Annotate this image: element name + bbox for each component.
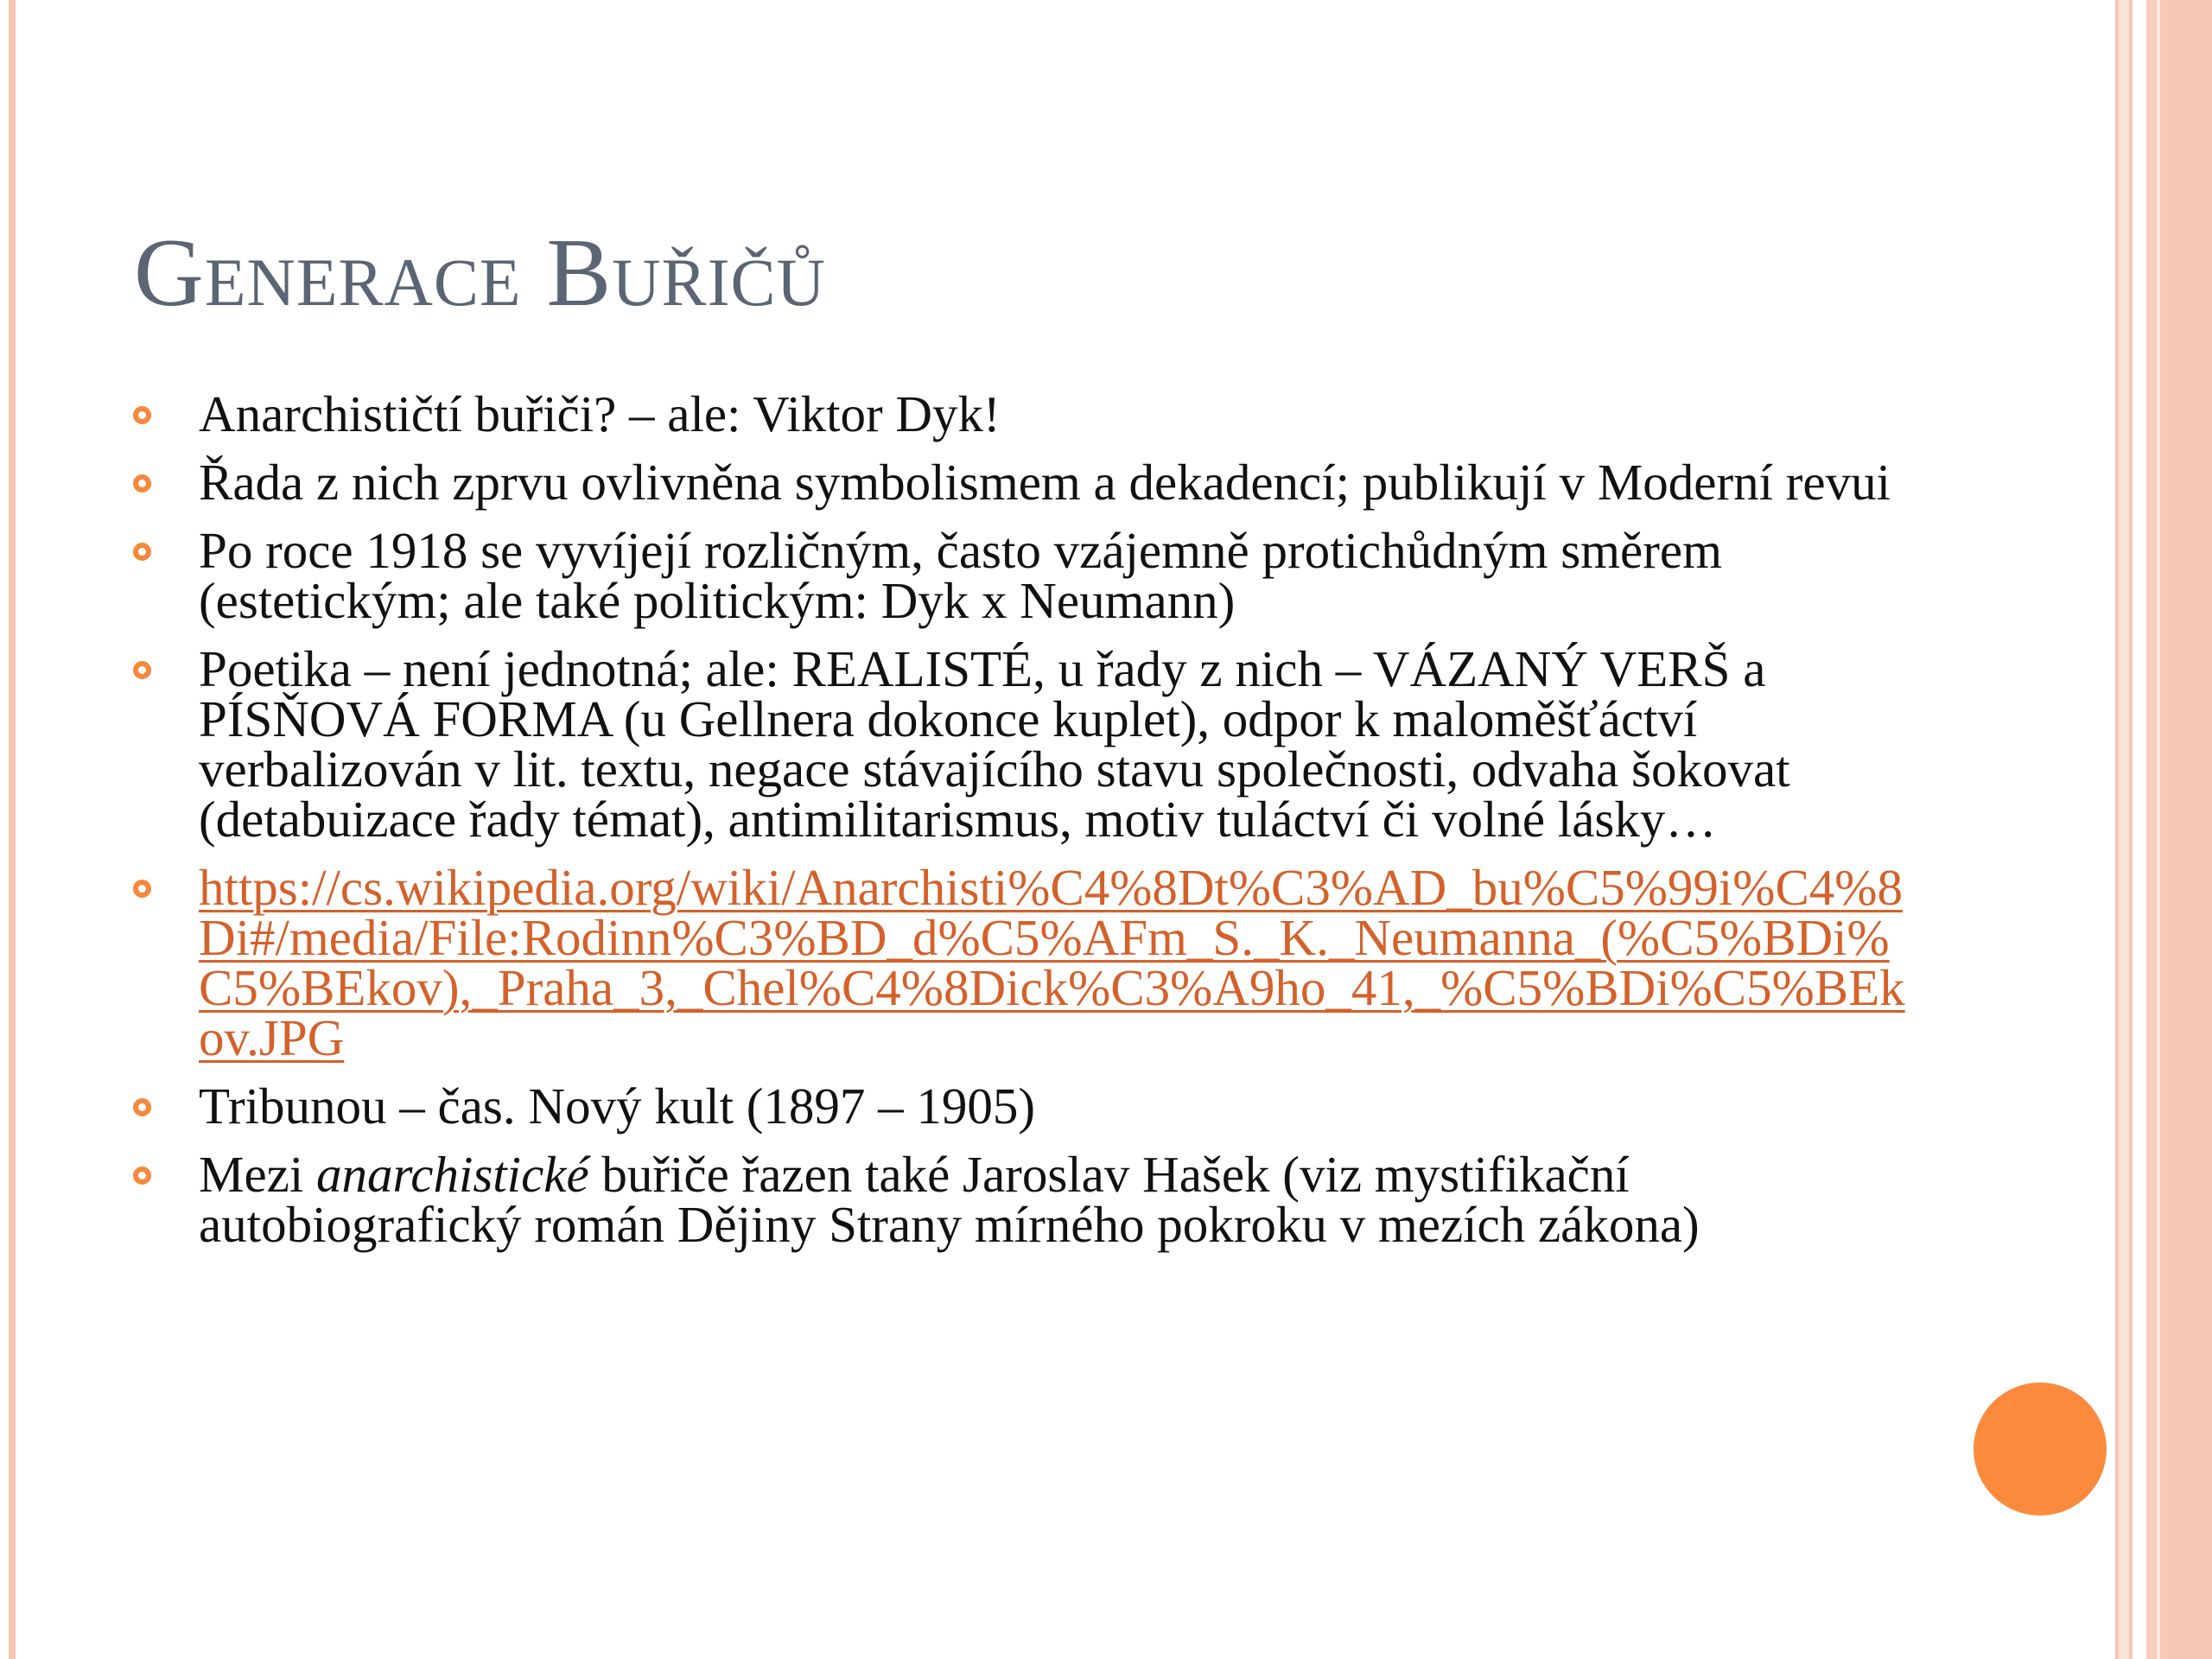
wikipedia-link[interactable]: https://cs.wikipedia.org/wiki/Anarchisti%C4%8Dt%C3%AD_bu%C5%99i%C4%8Di#/media/File:Rodinn%C3%BD_d%C5%AFm_S._K._Neumanna_(%C5%BDi%C5%BEkov),_Praha_3,_Chel%C4%8Dick%C3%A9ho_41,_%C5%BDi%C5%BEkov.JPG	[199, 859, 1905, 1066]
bullet-item-link	[130, 859, 1910, 1066]
bullet-item	[130, 640, 1910, 848]
ring-bullet-icon	[133, 880, 151, 898]
right-border-stripe	[2133, 0, 2146, 1659]
right-border-stripe	[2146, 0, 2157, 1659]
bullet-text: Řada z nich zprvu ovlivněna symbolismem a dekadencí; publikují v Moderní revui	[199, 454, 1891, 511]
ring-bullet-icon	[133, 1166, 151, 1185]
bullet-text-before: Mezi	[199, 1146, 316, 1203]
bullet-item	[130, 1146, 1910, 1253]
slide-title: Generace Buřičů	[134, 219, 826, 327]
bullet-item	[130, 385, 1910, 442]
ring-bullet-icon	[133, 406, 151, 424]
right-border-stripe	[2160, 0, 2212, 1659]
bullet-text-after: buřiče řazen také Jaroslav Hašek (viz mystifikační autobiografický román Dějiny Strany mírného pokroku v mezích zákona)	[199, 1146, 1700, 1253]
bullet-item	[130, 1077, 1910, 1135]
ring-bullet-icon	[133, 474, 151, 493]
right-border-stripe	[2119, 0, 2129, 1659]
ring-bullet-icon	[133, 1098, 151, 1116]
ring-bullet-icon	[133, 661, 151, 679]
ring-bullet-icon	[133, 543, 151, 561]
bullet-list	[130, 385, 1910, 1268]
decorative-orange-circle	[1974, 1382, 2107, 1516]
bullet-text: Anarchističtí buřiči? – ale: Viktor Dyk!	[199, 385, 1001, 442]
bullet-item	[130, 522, 1910, 629]
bullet-text: Tribunou – čas. Nový kult (1897 – 1905)	[199, 1077, 1036, 1135]
bullet-item	[130, 454, 1910, 511]
bullet-text: Poetika – není jednotná; ale: REALISTÉ, u řady z nich – VÁZANÝ VERŠ a PÍSŇOVÁ FORMA (u Gellnera dokonce kuplet), odpor k maloměšťáctví verbalizován v lit. textu, negace stávajícího stavu společnosti, odvaha šokovat (detabuizace řady témat), antimilitarismus, motiv tuláctví či volné lásky…	[199, 640, 1790, 848]
left-border	[9, 0, 16, 1659]
bullet-text: Po roce 1918 se vyvíjejí rozličným, často vzájemně protichůdným směrem (estetickým; ale také politickým: Dyk x Neumann)	[199, 522, 1722, 629]
bullet-text-italic: anarchistické	[315, 1146, 589, 1203]
